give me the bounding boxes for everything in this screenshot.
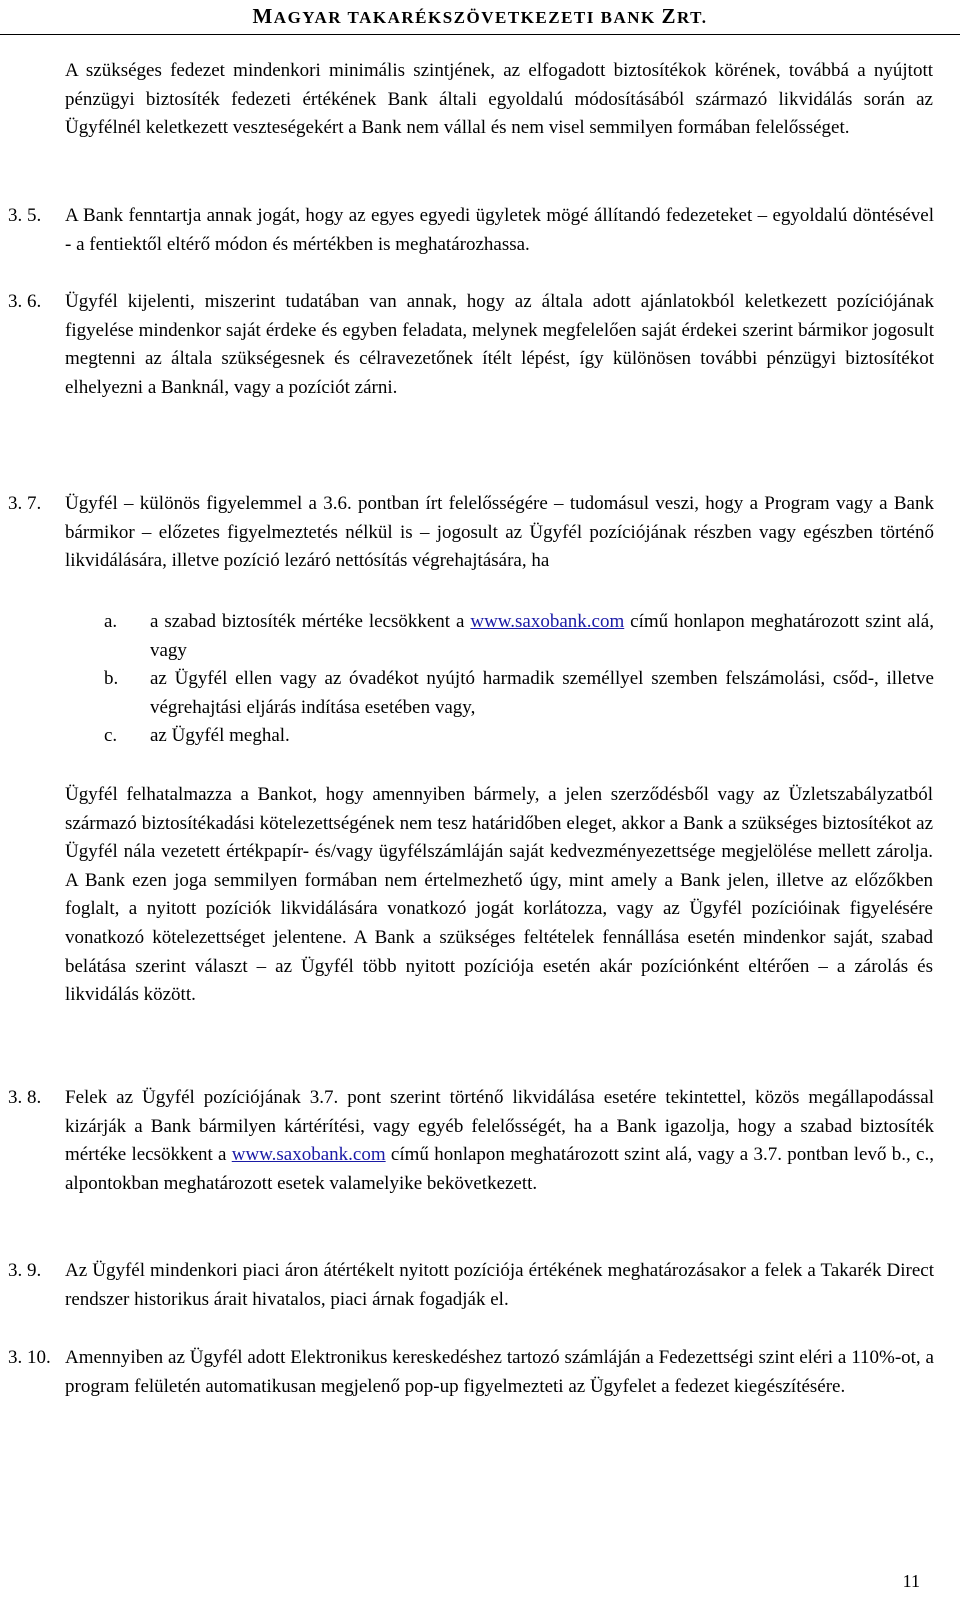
section-number: 3. 5. <box>8 205 42 226</box>
section-number: 3. 7. <box>8 493 42 514</box>
list-letter: c. <box>104 725 118 747</box>
saxobank-link[interactable]: www.saxobank.com <box>470 611 625 632</box>
list-text-before-link: a szabad biztosíték mértéke lecsökkent a <box>150 611 471 632</box>
section-text: Ügyfél – különös figyelemmel a 3.6. pontban írt felelősségére – tudomásul veszi, hogy a Program vagy a Bank bármikor – előzetes figyelmeztetés nélkül is – jogosult az Ügyfél pozíciójának részben vagy egészben történő likvidálására, illetve pozíció lezáró nettósítás végrehajtására, ha <box>65 493 934 572</box>
list-item-b <box>104 665 934 722</box>
section-text-before-link: Felek az Ügyfél pozíciójának 3.7. pont szerint történő likvidálása esetére tekintettel, közös megállapodással kizárják a Bank bármilyen kártérítési, vagy egyéb felelősségét, ha a Bank igazolja, hogy a szabad biztosíték mértéke lecsökkent a <box>65 1087 934 1166</box>
intro-paragraph: A szükséges fedezet mindenkori minimális szintjének, az elfogadott biztosítékok körének, továbbá a nyújtott pénzügyi biztosíték fedezeti értékének Bank általi egyoldalú módosításából származó likvidálás során az Ügyfélnél keletkezett veszteségekért a Bank nem vállal és nem visel semmilyen formában felelősséget. <box>65 60 933 139</box>
section-number: 3. 9. <box>8 1260 42 1281</box>
page-number: 11 <box>902 1571 920 1591</box>
authorization-paragraph: Ügyfél felhatalmazza a Bankot, hogy amennyiben bármely, a jelen szerződésből vagy az Üzletszabályzatból származó biztosítékadási kötelezettségének nem tesz határidőben eleget, akkor a Bank a szükséges biztosítékot az Ügyfél nála vezetett értékpapír- és/vagy ügyfélszámláján saját kedvezményezettsége megjelölése mellett zárolja. A Bank ezen joga semmilyen formában nem értelmezhető úgy, mint amely a Bank jelen, illetve az előzőkben foglalt, a nyitott pozíciók likvidálására vonatkozó jogát korlátozza, vagy az Ügyfél pozícióinak figyelésére vonatkozó kötelezettséget jelentene. A Bank a szükséges feltételek fennállása esetén mindenkor saját, szabad belátása szerint választ – az Ügyfél több nyitott pozíciója esetén akár pozíciónként eltérően – a zárolás és likvidálás között. <box>65 784 933 1006</box>
list-text-after-link: című honlapon meghatározott szint alá, vagy <box>150 611 934 661</box>
section-text: Ügyfél kijelenti, miszerint tudatában van annak, hogy az általa adott ajánlatokból keletkezett pozíciójának figyelése mindenkor saját érdeke és egyben feladata, melynek megfelelően saját érdekei szerint bármikor jogosult megtenni az általa szükségesnek és célravezetőnek ítélt lépést, így különösen további pénzügyi biztosítékot elhelyezni a Banknál, vagy a pozíciót zárni. <box>65 291 934 398</box>
list-item-c <box>104 722 934 751</box>
section-number: 3. 10. <box>8 1347 51 1368</box>
list-text: az Ügyfél meghal. <box>150 725 290 747</box>
section-text <box>65 1084 934 1198</box>
section-text: Amennyiben az Ügyfél adott Elektronikus kereskedéshez tartozó számláján a Fedezettségi szint eléri a 110%-ot, a program felületén automatikusan megjelenő pop-up figyelmezteti az Ügyfelet a fedezet kiegészítésére. <box>65 1347 934 1397</box>
header-title-part-1: AGYAR TAKARÉKSZÖVETKEZETI BANK <box>273 8 662 27</box>
section-3-6 <box>8 288 934 402</box>
header-rule <box>0 34 960 35</box>
section-text: A Bank fenntartja annak jogát, hogy az egyes egyedi ügyletek mögé állítandó fedezeteket – egyoldalú döntésével - a fentiektől eltérő módon és mértékben is meghatározhassa. <box>65 205 934 255</box>
list-text: az Ügyfél ellen vagy az óvadékot nyújtó harmadik személlyel szemben felszámolási, csőd-, illetve végrehajtási eljárás indítása esetében vagy, <box>150 668 934 718</box>
section-3-10 <box>8 1344 934 1401</box>
list-3-7 <box>104 608 934 751</box>
section-3-9 <box>8 1257 934 1314</box>
list-text <box>150 608 934 665</box>
document-header <box>0 4 960 30</box>
header-cap-z: Z <box>661 4 677 28</box>
list-letter: b. <box>104 668 119 690</box>
header-title-part-2: RT. <box>677 8 708 27</box>
list-item-a <box>104 608 934 665</box>
section-text: Az Ügyfél mindenkori piaci áron átértékelt nyitott pozíciója értékének meghatározásakor a felek a Takarék Direct rendszer historikus árait hivatalos, piaci árnak fogadják el. <box>65 1260 934 1310</box>
section-3-7 <box>8 490 934 576</box>
section-number: 3. 8. <box>8 1087 42 1108</box>
saxobank-link[interactable]: www.saxobank.com <box>231 1144 386 1166</box>
section-number: 3. 6. <box>8 291 42 312</box>
list-letter: a. <box>104 611 118 632</box>
header-cap-m: M <box>252 4 274 28</box>
section-3-5 <box>8 202 934 259</box>
section-text-after-link: című honlapon meghatározott szint alá, vagy a 3.7. pontban levő b., c., alpontokban meghatározott esetek valamelyike bekövetkezett. <box>65 1144 934 1194</box>
section-3-8 <box>8 1084 934 1198</box>
